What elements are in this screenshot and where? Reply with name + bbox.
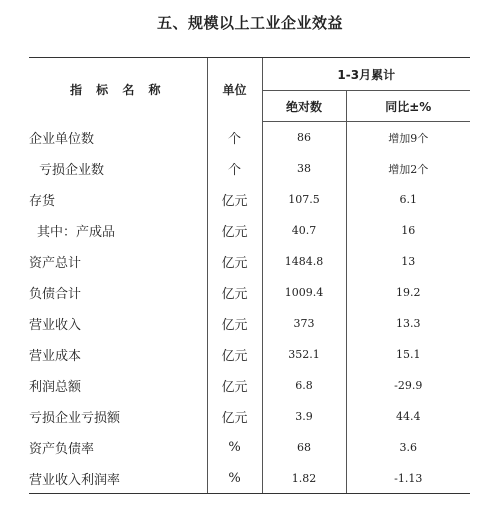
absolute-value-cell: 40.7 — [262, 215, 346, 246]
indicator-name: 利润总额 — [29, 380, 82, 395]
unit-cell: 亿元 — [207, 246, 262, 277]
benefits-table — [29, 57, 470, 494]
absolute-value-cell: 352.1 — [262, 339, 346, 370]
unit-cell: 亿元 — [207, 277, 262, 308]
table-row — [29, 277, 470, 308]
yoy-change-cell: -1.13 — [346, 463, 470, 494]
table-row — [29, 463, 470, 494]
table-row — [29, 432, 470, 463]
indicator-name: 资产总计 — [29, 256, 82, 271]
yoy-change-cell: 增加9个 — [346, 122, 470, 154]
yoy-change-cell: -29.9 — [346, 370, 470, 401]
yoy-change-cell: 增加2个 — [346, 153, 470, 184]
yoy-change-cell: 13.3 — [346, 308, 470, 339]
yoy-change-cell: 15.1 — [346, 339, 470, 370]
absolute-value-cell: 373 — [262, 308, 346, 339]
yoy-change-cell: 44.4 — [346, 401, 470, 432]
page-title: 五、规模以上工业企业效益 — [156, 14, 343, 32]
table-row — [29, 339, 470, 370]
table-row — [29, 401, 470, 432]
absolute-value-cell: 1484.8 — [262, 246, 346, 277]
indicator-name: 资产负债率 — [29, 442, 95, 457]
absolute-value-header: 绝对数 — [262, 91, 346, 122]
absolute-value-cell: 1009.4 — [262, 277, 346, 308]
table-row — [29, 246, 470, 277]
unit-cell: % — [207, 432, 262, 463]
table-row — [29, 153, 470, 184]
table-row — [29, 370, 470, 401]
absolute-value-cell: 6.8 — [262, 370, 346, 401]
unit-cell: 亿元 — [207, 401, 262, 432]
absolute-value-cell: 3.9 — [262, 401, 346, 432]
table-row — [29, 308, 470, 339]
unit-cell: 个 — [207, 153, 262, 184]
yoy-change-cell: 19.2 — [346, 277, 470, 308]
absolute-value-cell: 86 — [262, 122, 346, 154]
yoy-change-cell: 16 — [346, 215, 470, 246]
unit-cell: 亿元 — [207, 339, 262, 370]
yoy-change-cell: 13 — [346, 246, 470, 277]
table-row — [29, 122, 470, 154]
unit-cell: 个 — [207, 122, 262, 154]
unit-cell: % — [207, 463, 262, 494]
indicator-name: 企业单位数 — [29, 131, 95, 147]
indicator-name: 亏损企业亏损额 — [29, 411, 121, 426]
yoy-change-cell: 6.1 — [346, 184, 470, 215]
unit-header: 单位 — [207, 58, 262, 122]
yoy-change-header: 同比±% — [346, 91, 470, 122]
unit-cell: 亿元 — [207, 215, 262, 246]
table-row — [29, 184, 470, 215]
unit-cell: 亿元 — [207, 184, 262, 215]
indicator-name: 亏损企业数 — [39, 163, 105, 178]
table-row — [29, 215, 470, 246]
indicator-name: 营业收入利润率 — [29, 463, 207, 494]
absolute-value-cell: 1.82 — [262, 463, 346, 494]
indicator-name: 负债合计 — [29, 287, 82, 302]
indicator-name: 营业成本 — [29, 349, 82, 364]
indicator-name-header: 指 标 名 称 — [29, 58, 207, 122]
absolute-value-cell: 107.5 — [262, 184, 346, 215]
unit-cell: 亿元 — [207, 370, 262, 401]
indicator-name: 其中：产成品 — [37, 225, 116, 240]
absolute-value-cell: 38 — [262, 153, 346, 184]
indicator-name: 存货 — [29, 194, 56, 209]
absolute-value-cell: 68 — [262, 432, 346, 463]
cumulative-header: 1-3月累计 — [262, 58, 470, 91]
indicator-name: 营业收入 — [29, 318, 82, 333]
unit-cell: 亿元 — [207, 308, 262, 339]
yoy-change-cell: 3.6 — [346, 432, 470, 463]
